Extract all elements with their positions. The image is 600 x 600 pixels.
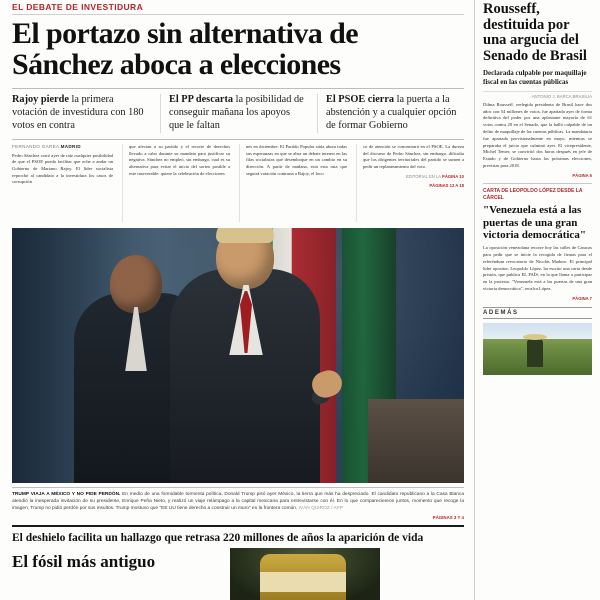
editorial-reference [363, 174, 464, 180]
rail-headline: Rousseff, destituida por una argucia del Senado de Brasil [483, 1, 587, 64]
subhead-rest: la puerta a la abstención y a cualquier opción de formar Gobierno [326, 94, 457, 132]
rail-reference-2-page: PÁGINA 7 [572, 295, 592, 301]
photo-caption [12, 491, 464, 513]
figure-trump-hair [216, 228, 274, 243]
caption-credit: IVÁN QUIROZ / AFP [298, 506, 343, 512]
divider-bottom [12, 525, 464, 527]
subhead-rest: la primera votación de investidura con 180 votos en contra [12, 94, 144, 132]
subhead-group [12, 94, 464, 133]
subhead-item [12, 94, 150, 133]
headline-line-2: Sánchez aboca a elecciones [12, 48, 341, 82]
caption-lead: TRUMP VIAJA A MÉXICO Y NO PIDE PERDÓN. [12, 491, 121, 497]
body-text: Pedro Sánchez cortó ayer de raíz cualquier posibilidad de que el PSOE pueda facilitar que eche a andar un Gobierno de Mariano Rajoy. El líder socialista reprochó al candidato a la investidura los casos de corrupción [12, 152, 113, 185]
rail-byline-place: BRASILIA [572, 93, 592, 99]
lead-photo-image [12, 228, 464, 483]
article-body [12, 144, 464, 222]
rail-reference-page: PÁGINA 5 [572, 172, 592, 178]
headline-line-1: El portazo sin alternativa de [12, 17, 358, 50]
rail-body-text-2: La oposición venezolana recorre hoy las calles de Caracas para pedir que se inicie la recogida de firmas para el referéndum revocatorio de Nicolás Maduro. El principal líder opositor, Leopoldo López, ha escrito una carta desde prisión, que publica EL PAÍS, en la que llama a participar en la protesta. "Venezuela está a las puertas de una gran victoria democrática", recalca López. [483, 245, 592, 291]
rail-byline-author: ANTONIO J. BARCA [531, 93, 572, 99]
rail-kicker: CARTA DE LEOPOLDO LÓPEZ DESDE LA CÁRCEL [483, 187, 583, 201]
rail-photo [483, 323, 592, 375]
secondary-photo [230, 548, 380, 600]
caption-text: En medio de una formidable tormenta política, Donald Trump pisó ayer México, la tierra que más ha despreciado. El candidato republicano a la Casa Blanca atendió la inesperada invitación de su presidente, Enrique Peña Nieto, y realizó un viaje relámpago a la capital mexicana para entrevistarse con él. En lo que compareciereon juntos, momento que recoge la imagen, Trump no pidió perdón por sus insultos. Trump mostuvo que "EE UU tiene derecho a construir un muro" en la frontera común. [12, 491, 464, 512]
divider-subhead [12, 88, 464, 89]
divider-body [12, 139, 464, 140]
rail-subhead: Declarada culpable por maquillaje fiscal en las cuentas públicas [483, 68, 587, 86]
caption-reference [12, 515, 464, 520]
rail-photo-hat [523, 334, 547, 340]
body-text: nes en diciembre. El Partido Popular sitúa ahora todas sus esperanzas en que se abra un debate interno en las filas socialistas que desemboque en un cambio en su dirección. A partir de mañana, esta esta ruta que seguirá votación contraria a Rajoy, el foco [246, 143, 347, 176]
body-column [12, 144, 113, 222]
byline-place: MADRID [60, 143, 81, 149]
secondary-headline-2: El fósil más antiguo [12, 551, 156, 571]
rail-reference [483, 173, 592, 178]
section-kicker: EL DEBATE DE INVESTIDURA [12, 2, 144, 12]
divider-top [12, 14, 464, 15]
byline [12, 144, 113, 151]
subhead-lead: El PSOE cierra [326, 94, 395, 106]
body-column [239, 144, 347, 222]
body-column [122, 144, 230, 222]
pages-reference [363, 183, 464, 189]
rail-divider [483, 183, 592, 184]
editorial-ref-page: PÁGINA 10 [442, 173, 464, 179]
editorial-ref-text: EDITORIAL EN LA [405, 173, 441, 179]
body-text: co de atención se concentrará en el PSOE. La dureza del discurso de Pedro Sánchez, sin embargo, dificulta que los dirigentes territoriales del partido se sumen a pedir un replanteamiento del voto. [363, 143, 464, 169]
rail-photo-figure [527, 337, 543, 367]
right-rail [474, 0, 600, 600]
can-label-band [260, 572, 346, 592]
rail-body-text: Dilma Rousseff, reelegida presidenta de Brasil hace dos años con 54 millones de votos, fue apartada ayer de forma definitiva del poder por una aplastante mayoría de 61 votos contra 20 en el Senado, que la halló culpable de un delito de maquillaje de las cuentas públicas. La mandataria fue apartada provisionalmente en mayo, mientras se preparaba el juicio que culminó ayer. El vicepresidente, Michel Temer, se convirtió dos horas después en jefe de Estado y de Gobierno hasta las próximas elecciones, previstas para 2018. [483, 101, 592, 168]
caption-reference-page: PÁGINAS 3 Y 4 [432, 514, 464, 520]
pages-ref-page: PÁGINAS 12 A 18 [429, 182, 464, 188]
body-text: que afectan a su partido y el recorte de derechos llevado a cabo durante su mandato para justificar su negativa. Sánchez no empleó, sin embargo, cual es su alternativa para evitar el inicio del sorteo posible a este inseverable: quiere la celebración de elecciones [129, 143, 230, 176]
subhead-lead: El PP descarta [169, 94, 234, 106]
subhead-rest: la posibilidad de conseguir mañana los apoyos que le faltan [169, 94, 304, 132]
lead-photo [12, 228, 464, 483]
subhead-lead: Rajoy pierde [12, 94, 69, 106]
subhead-item [317, 94, 464, 133]
byline-author: FERNANDO GAREA [12, 143, 60, 149]
figure-trump [170, 269, 320, 483]
rail-section-label: ADEMÁS [483, 307, 592, 319]
rail-reference-2 [483, 296, 592, 301]
subhead-item [160, 94, 307, 133]
rail-byline [483, 91, 592, 99]
secondary-headline: El deshielo facilita un hallazgo que retrasa 220 millones de años la aparición de vida [12, 531, 424, 544]
photo-caption-box [12, 487, 464, 521]
rail-quote-headline: "Venezuela está a las puertas de una gran victoria democrática" [483, 204, 586, 241]
podium [368, 399, 464, 483]
page-title [12, 18, 464, 80]
body-column [356, 144, 464, 222]
